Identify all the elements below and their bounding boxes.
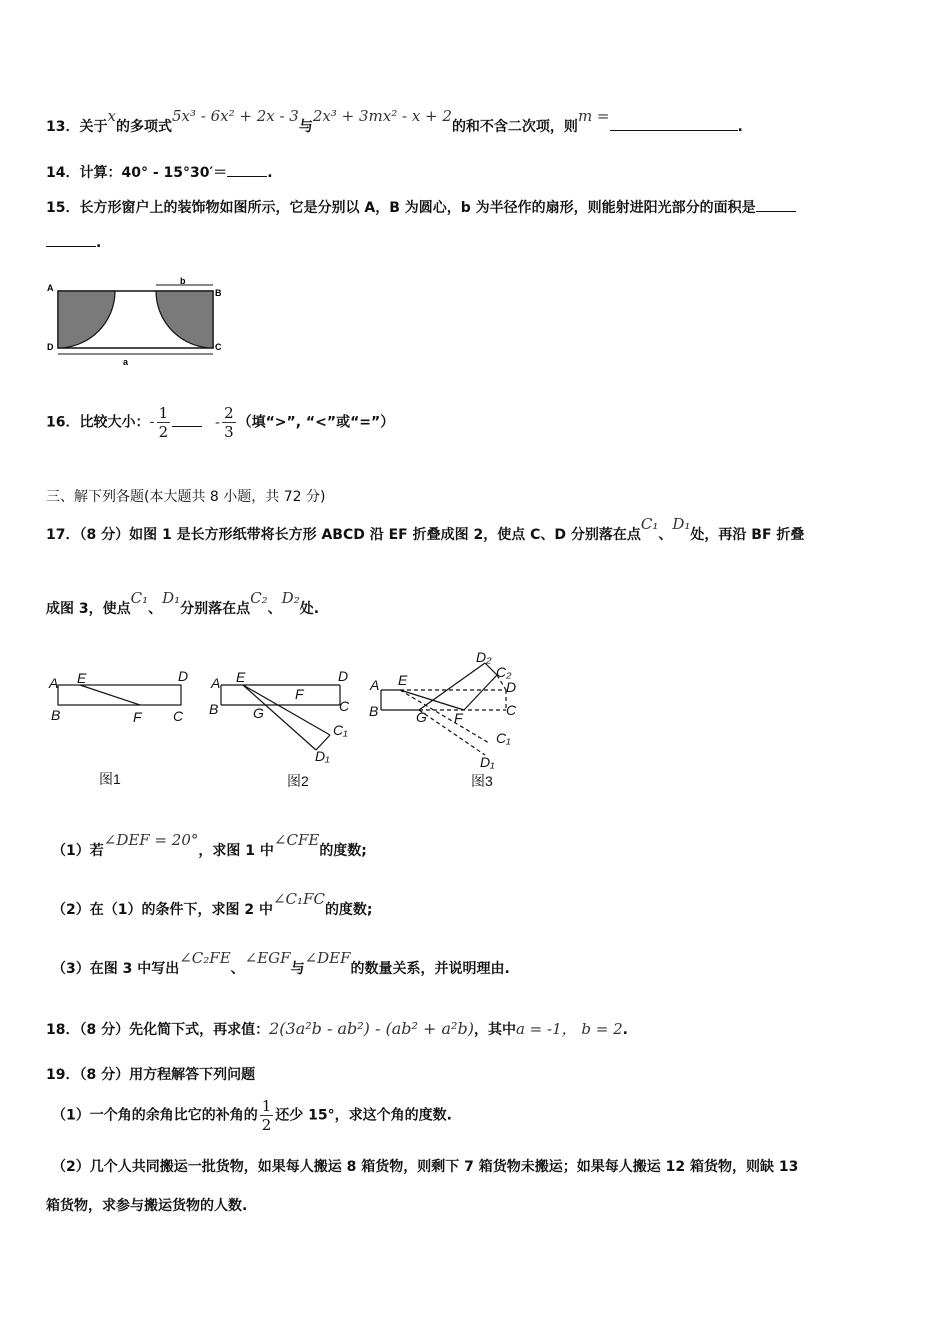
q19-sub1-text-2: 还少 15°，求这个角的度数.: [275, 1107, 452, 1124]
fig2-label-a: A: [211, 675, 221, 691]
fig2-label-g: G: [253, 705, 264, 721]
q16-hint: （填“>”, “<”或“=”）: [237, 414, 395, 431]
fig3-label-f: F: [454, 710, 463, 726]
q19-sub1-text-1: （1）一个角的余角比它的补角的: [52, 1107, 258, 1124]
q17-sub3-text-3: 的数量关系，并说明理由.: [350, 961, 510, 977]
q15-number: 15．: [46, 200, 80, 216]
q14-end: .: [267, 165, 273, 181]
q19-sub2-line-1: （2）几个人共同搬运一批货物，如果每人搬运 8 箱货物，则剩下 7 箱货物未搬运；如果每人搬运 12 箱货物，则缺 13: [52, 1159, 799, 1175]
fig1-label-a: A: [49, 675, 59, 691]
q16-text: 比较大小：: [79, 414, 150, 431]
q16-number: 16．: [46, 414, 80, 431]
fig2-caption: 图2: [287, 773, 309, 789]
q17-number: 17．: [46, 527, 80, 543]
fraction-one-half: [157, 404, 171, 441]
q17-point-c2: C₂: [250, 589, 268, 607]
label-A: A: [47, 283, 54, 293]
question-13: [46, 107, 743, 136]
fig3-caption: 图3: [471, 773, 493, 789]
q14-answer-blank: [227, 164, 267, 177]
q13-end: .: [737, 119, 743, 135]
q13-var-m: m =: [577, 107, 610, 125]
q13-polynomial-1: 5x³ - 6x² + 2x - 3: [171, 107, 299, 125]
question-16: [46, 404, 394, 441]
q17-sub3-angle-def: ∠DEF: [304, 949, 351, 967]
q15-end: .: [96, 235, 102, 251]
q17-sub1-text-3: 的度数;: [319, 843, 367, 859]
fig1-fold-line-ef: [80, 685, 140, 705]
q18-expression: 2(3a²b - ab²) - (ab² + a²b): [269, 1019, 474, 1038]
fig3-dashed-gd1: [419, 710, 485, 755]
q18-values: a = -1， b = 2: [515, 1020, 623, 1038]
q14-text: 计算：40° - 15°30′＝: [79, 165, 228, 181]
q17-text-5: 处.: [299, 601, 320, 617]
label-B: B: [215, 288, 222, 298]
q17-sub-3: [52, 949, 510, 978]
q18-text: （8 分）先化简下式，再求值：: [79, 1022, 270, 1038]
q13-text-3: 与: [298, 119, 313, 135]
q17-sub-2: [52, 890, 373, 919]
q17-sub3-text-2: 与: [290, 961, 305, 977]
fig3-label-e: E: [398, 672, 408, 688]
q16-answer-blank: [172, 414, 202, 427]
q19-sub-2: [52, 1156, 798, 1176]
q13-polynomial-2: 2x³ + 3mx² - x + 2: [312, 107, 452, 125]
q17-sub-1: [52, 831, 367, 860]
q17-sub2-text-1: （2）在（1）的条件下，求图 2 中: [52, 902, 273, 918]
q17-sep-2: 、: [148, 601, 163, 617]
frac2-numerator: 2: [224, 404, 234, 422]
fig3-label-c2: C₂: [496, 664, 512, 680]
q17-sub1-angle-cfe: ∠CFE: [273, 831, 320, 849]
fig2-label-d1: D₁: [315, 748, 330, 764]
q15-window-figure: [44, 276, 234, 372]
q15-text: 长方形窗户上的装饰物如图所示，它是分别以 A，B 为圆心，b 为半径作的扇形，则能射进阳光部分的面积是: [79, 200, 756, 216]
fig3-label-c: C: [506, 702, 517, 718]
q17-point-c1b: C₁: [130, 589, 149, 607]
q14-number: 14．: [46, 165, 80, 181]
fig1-label-c: C: [173, 708, 184, 724]
fig2-label-b: B: [209, 701, 219, 717]
fig3-label-g: G: [416, 709, 427, 725]
q13-text-2: 的多项式: [115, 119, 172, 135]
q15-answer-blank-2: [46, 234, 96, 247]
q18-text-2: ，其中: [473, 1022, 516, 1038]
q17-text-2: 处，再沿 BF 折叠: [690, 527, 805, 543]
fig1-label-e: E: [77, 670, 87, 686]
q17-sub2-angle-c1fc: ∠C₁FC: [272, 890, 325, 908]
fig2-label-f: F: [295, 686, 304, 702]
q13-text-4: 的和不含二次项，则: [451, 119, 578, 135]
q17-sub1-angle-def: ∠DEF = 20°: [103, 831, 199, 849]
question-15-line2: [46, 234, 101, 251]
q17-folding-figures: [44, 645, 534, 795]
fig1-caption: 图1: [99, 771, 121, 787]
q17-text-3: 成图 3，使点: [46, 601, 131, 617]
fraction-one-half-q19: [260, 1097, 274, 1134]
question-14: [46, 162, 273, 182]
fig3-label-c1: C₁: [496, 730, 511, 746]
fig1-label-b: B: [51, 707, 61, 723]
section-3-heading: [46, 486, 325, 506]
question-15: [46, 197, 796, 217]
fig3-label-d2: D₂: [476, 649, 492, 665]
q19-frac-denominator: 2: [261, 1116, 272, 1134]
fig3-label-b: B: [369, 703, 379, 719]
question-18: [46, 1018, 628, 1039]
q19-number: 19．: [46, 1067, 80, 1083]
frac2-denominator: 3: [224, 423, 234, 441]
section-3-title: 三、解下列各题(本大题共 8 小题，共 72 分): [46, 489, 326, 505]
fig2-label-c: C: [339, 698, 350, 714]
fig1-label-d: D: [178, 668, 189, 684]
q17-sub3-angle-egf: ∠EGF: [244, 949, 291, 967]
q19-sub2-line-2: 箱货物，求参与搬运货物的人数.: [46, 1198, 248, 1214]
question-17-line2: [46, 589, 320, 618]
fig3-label-a: A: [370, 677, 380, 693]
q19-frac-numerator: 1: [261, 1097, 272, 1115]
q18-end: .: [622, 1022, 628, 1038]
q17-point-c1: C₁: [640, 515, 659, 533]
q17-point-d2: D₂: [281, 589, 300, 607]
q17-sub1-text-2: ，求图 1 中: [198, 843, 274, 859]
q13-answer-blank: [610, 118, 738, 131]
fig3-label-d1: D₁: [480, 754, 495, 770]
q17-sub1-text-1: （1）若: [52, 843, 104, 859]
fig2-label-e: E: [236, 669, 246, 685]
q17-sub2-text-2: 的度数;: [324, 902, 373, 918]
q17-sub3-text-1: （3）在图 3 中写出: [52, 961, 180, 977]
fig3-f-to-c2: [464, 675, 497, 710]
q19-sub-1: [52, 1097, 452, 1134]
q17-sep-1: 、: [658, 527, 673, 543]
q17-sub3-sep: 、: [230, 961, 245, 977]
q16-neg-2: -: [214, 412, 221, 431]
q17-point-d1b: D₁: [162, 589, 181, 607]
fig2-label-c1: C₁: [333, 722, 348, 738]
fig3-fold-ef: [400, 690, 464, 710]
q17-sub3-angle-c2fe: ∠C₂FE: [179, 949, 231, 967]
frac1-numerator: 1: [158, 404, 169, 422]
q17-text-1: （8 分）如图 1 是长方形纸带将长方形 ABCD 沿 EF 折叠成图 2，使点 C、D 分别落在点: [79, 527, 641, 543]
fig1-label-f: F: [133, 709, 142, 725]
q13-var-x: x: [107, 107, 116, 125]
label-b: b: [180, 276, 186, 286]
fig1-strip: [58, 685, 181, 705]
q17-point-d1: D₁: [672, 515, 691, 533]
label-a: a: [123, 357, 129, 367]
q17-text-4: 分别落在点: [180, 601, 251, 617]
label-C: C: [215, 342, 222, 352]
q18-number: 18．: [46, 1022, 80, 1038]
q16-neg-1: -: [149, 412, 155, 431]
fig3-g-to-d2: [419, 663, 485, 710]
frac1-denominator: 2: [158, 423, 169, 441]
label-D: D: [47, 342, 54, 352]
fig3-label-d: D: [506, 679, 517, 695]
question-17-line1: [46, 515, 805, 544]
question-19: [46, 1064, 255, 1084]
fig2-label-d: D: [338, 668, 349, 684]
q15-answer-blank-1: [756, 199, 796, 212]
q17-sep-3: 、: [267, 601, 282, 617]
q19-text: （8 分）用方程解答下列问题: [79, 1067, 256, 1083]
q19-sub-2-line2: [46, 1195, 247, 1215]
fraction-two-thirds: [222, 404, 236, 441]
q13-text-1: 关于: [79, 119, 108, 135]
q13-number: 13．: [46, 119, 80, 135]
